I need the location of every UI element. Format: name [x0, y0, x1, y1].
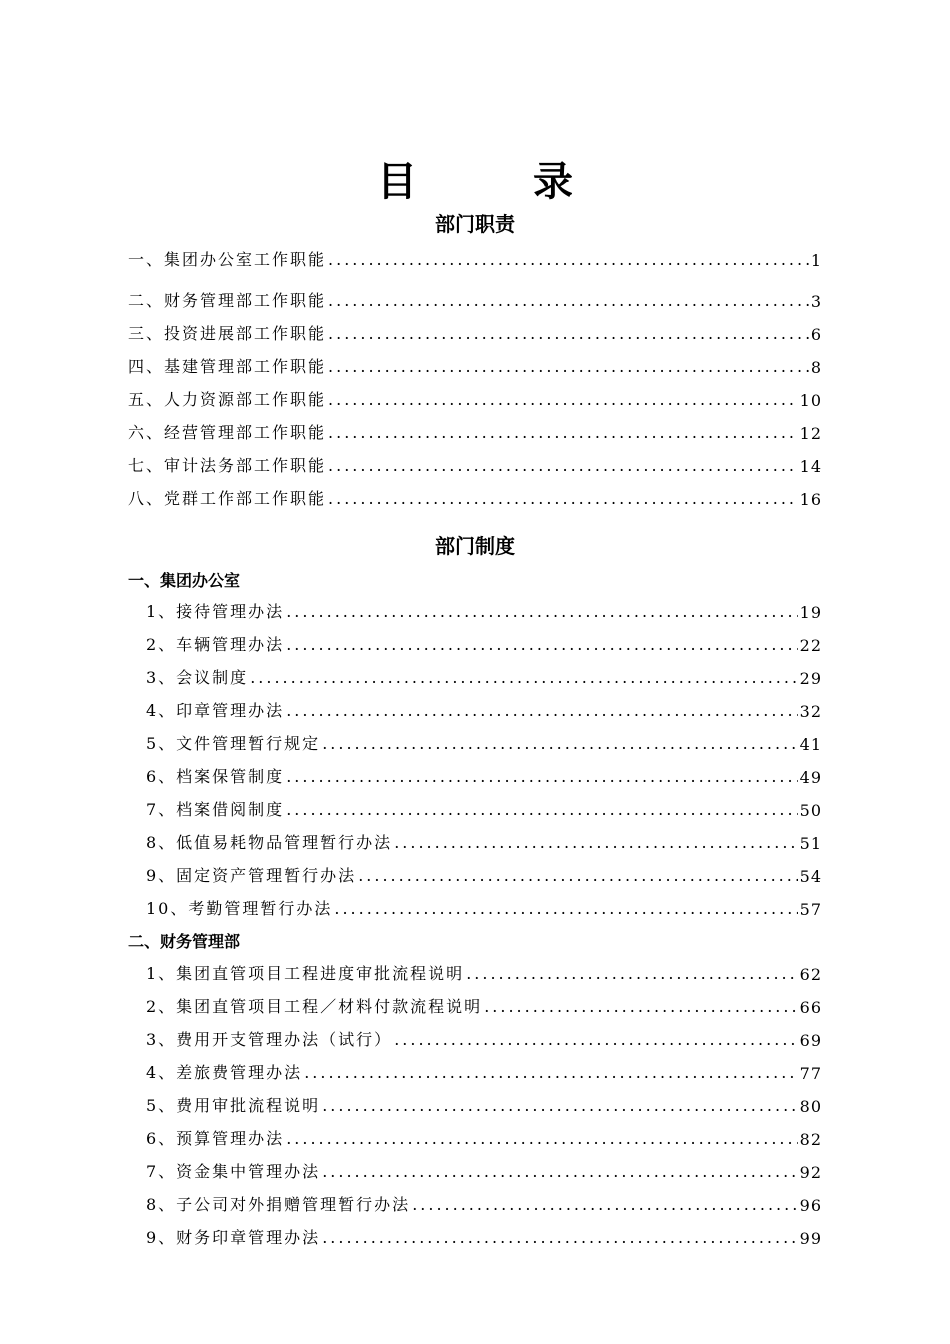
toc-entry[interactable]	[146, 1094, 822, 1116]
toc-entry-page: 62	[799, 965, 822, 984]
toc-entry-label: 8、低值易耗物品管理暂行办法	[146, 833, 393, 852]
toc-entry-page: 22	[799, 636, 822, 655]
dot-leader	[484, 997, 797, 1016]
toc-entry-page: 19	[799, 603, 822, 622]
dot-leader	[250, 668, 797, 687]
toc-entry-label: 1、接待管理办法	[146, 602, 285, 621]
toc-entry-page: 41	[799, 735, 822, 754]
toc-entry[interactable]	[128, 289, 822, 311]
toc-entry-page: 96	[799, 1196, 822, 1215]
dot-leader	[286, 635, 797, 654]
toc-entry[interactable]	[146, 666, 822, 688]
dot-leader	[322, 1228, 797, 1247]
dot-leader	[328, 250, 809, 269]
toc-entry-label: 8、子公司对外捐赠管理暂行办法	[146, 1195, 411, 1214]
toc-entry-label: 二、财务管理部工作职能	[128, 291, 327, 310]
toc-entry-label: 2、车辆管理办法	[146, 635, 285, 654]
toc-entry[interactable]	[146, 1193, 822, 1215]
toc-entry[interactable]	[146, 995, 822, 1017]
dot-leader	[322, 1096, 797, 1115]
toc-entry-label: 5、费用审批流程说明	[146, 1096, 321, 1115]
dot-leader	[466, 964, 797, 983]
dot-leader	[328, 489, 798, 508]
dot-leader	[304, 1063, 797, 1082]
toc-entry-label: 7、资金集中管理办法	[146, 1162, 321, 1181]
toc-entry-page: 8	[810, 358, 822, 377]
toc-entry[interactable]	[146, 1160, 822, 1182]
toc-entry-label: 10、考勤管理暂行办法	[146, 899, 333, 918]
toc-entry-page: 54	[799, 867, 822, 886]
toc-entry-page: 80	[799, 1097, 822, 1116]
toc-entry-label: 七、审计法务部工作职能	[128, 456, 327, 475]
toc-entry[interactable]	[128, 322, 822, 344]
toc-entry[interactable]	[128, 421, 822, 443]
toc-entry-label: 6、预算管理办法	[146, 1129, 285, 1148]
toc-entry-label: 1、集团直管项目工程进度审批流程说明	[146, 964, 465, 983]
toc-entry-label: 3、会议制度	[146, 668, 249, 687]
toc-entry[interactable]	[128, 248, 822, 270]
toc-entry-page: 49	[799, 768, 822, 787]
toc-entry[interactable]	[146, 864, 822, 886]
page-title: 目 录	[377, 159, 611, 205]
toc-entry-page: 16	[799, 490, 822, 509]
toc-entry[interactable]	[146, 1127, 822, 1149]
section-heading-policies: 部门制度	[435, 534, 515, 558]
toc-entry-label: 六、经营管理部工作职能	[128, 423, 327, 442]
toc-entry-page: 6	[810, 325, 822, 344]
toc-entry-label: 五、人力资源部工作职能	[128, 390, 327, 409]
toc-entry[interactable]	[146, 732, 822, 754]
dot-leader	[286, 701, 797, 720]
dot-leader	[322, 1162, 797, 1181]
dot-leader	[394, 1030, 797, 1049]
toc-entry[interactable]	[146, 633, 822, 655]
toc-entry-label: 4、印章管理办法	[146, 701, 285, 720]
toc-entry-page: 32	[799, 702, 822, 721]
toc-entry[interactable]	[128, 487, 822, 509]
toc-entry-page: 29	[799, 669, 822, 688]
toc-entry-page: 82	[799, 1130, 822, 1149]
dot-leader	[328, 390, 798, 409]
dot-leader	[334, 899, 797, 918]
toc-entry[interactable]	[128, 454, 822, 476]
toc-entry-page: 12	[799, 424, 822, 443]
dot-leader	[328, 423, 798, 442]
dot-leader	[394, 833, 797, 852]
toc-entry-label: 9、财务印章管理办法	[146, 1228, 321, 1247]
toc-entry-page: 51	[799, 834, 822, 853]
toc-entry-label: 2、集团直管项目工程／材料付款流程说明	[146, 997, 483, 1016]
toc-entry-label: 四、基建管理部工作职能	[128, 357, 327, 376]
toc-entry-page: 92	[799, 1163, 822, 1182]
toc-entry[interactable]	[146, 897, 822, 919]
dot-leader	[328, 357, 809, 376]
toc-entry-page: 66	[799, 998, 822, 1017]
dot-leader	[286, 800, 797, 819]
toc-entry-label: 6、档案保管制度	[146, 767, 285, 786]
toc-entry-label: 4、差旅费管理办法	[146, 1063, 303, 1082]
toc-entry-page: 10	[799, 391, 822, 410]
toc-entry[interactable]	[146, 1028, 822, 1050]
toc-entry[interactable]	[128, 388, 822, 410]
toc-entry-page: 99	[799, 1229, 822, 1248]
dot-leader	[322, 734, 797, 753]
toc-entry-page: 57	[799, 900, 822, 919]
toc-entry-label: 三、投资进展部工作职能	[128, 324, 327, 343]
group-heading-finance: 二、财务管理部	[128, 932, 241, 951]
toc-entry-label: 一、集团办公室工作职能	[128, 250, 327, 269]
toc-entry-page: 69	[799, 1031, 822, 1050]
toc-entry[interactable]	[146, 798, 822, 820]
toc-entry[interactable]	[146, 1061, 822, 1083]
toc-entry-label: 7、档案借阅制度	[146, 800, 285, 819]
toc-entry[interactable]	[146, 765, 822, 787]
dot-leader	[286, 767, 797, 786]
toc-entry-page: 77	[799, 1064, 822, 1083]
toc-entry[interactable]	[128, 355, 822, 377]
toc-entry[interactable]	[146, 699, 822, 721]
toc-entry[interactable]	[146, 600, 822, 622]
group-heading-office: 一、集团办公室	[128, 571, 241, 590]
dot-leader	[328, 291, 809, 310]
toc-entry[interactable]	[146, 1226, 822, 1248]
toc-entry-page: 3	[810, 292, 822, 311]
toc-entry-page: 1	[810, 251, 822, 270]
toc-entry-page: 14	[799, 457, 822, 476]
dot-leader	[412, 1195, 797, 1214]
dot-leader	[286, 602, 797, 621]
toc-entry-label: 八、党群工作部工作职能	[128, 489, 327, 508]
toc-entry[interactable]	[146, 962, 822, 984]
toc-entry[interactable]	[146, 831, 822, 853]
toc-entry-page: 50	[799, 801, 822, 820]
toc-entry-label: 9、固定资产管理暂行办法	[146, 866, 357, 885]
section-heading-duties: 部门职责	[435, 212, 515, 236]
dot-leader	[358, 866, 797, 885]
toc-entry-label: 5、文件管理暂行规定	[146, 734, 321, 753]
dot-leader	[328, 456, 798, 475]
toc-entry-label: 3、费用开支管理办法（试行）	[146, 1030, 393, 1049]
dot-leader	[286, 1129, 797, 1148]
dot-leader	[328, 324, 809, 343]
